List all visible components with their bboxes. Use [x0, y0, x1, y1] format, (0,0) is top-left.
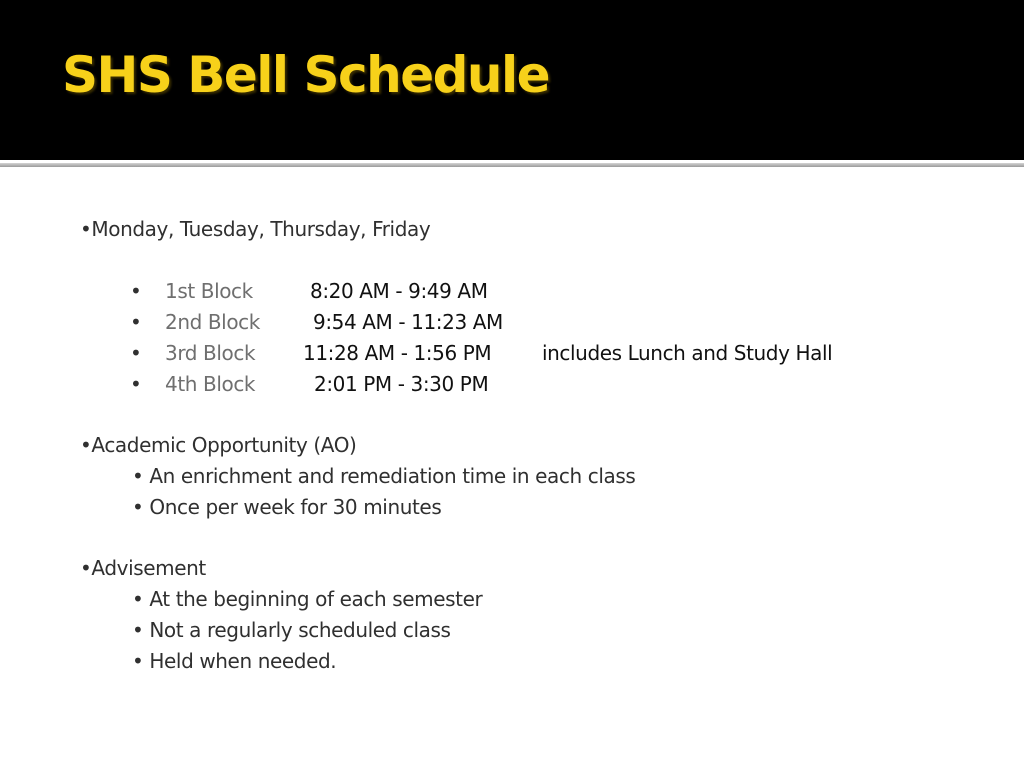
block-2-bullet-icon: •	[130, 310, 142, 334]
block-3-note: includes Lunch and Study Hall	[542, 341, 833, 365]
ao-heading	[80, 433, 356, 457]
bullet-icon: •	[132, 587, 144, 611]
block-1-bullet-icon: •	[130, 279, 142, 303]
bullet-icon: •	[132, 495, 144, 519]
ao-item	[132, 464, 635, 488]
block-2-label: 2nd Block	[165, 310, 260, 334]
block-4-bullet-icon: •	[130, 372, 142, 396]
ao-item-text: An enrichment and remediation time in each class	[149, 464, 636, 488]
bullet-icon: •	[80, 433, 92, 457]
bullet-icon: •	[132, 464, 144, 488]
block-4-label: 4th Block	[165, 372, 256, 396]
block-2-time: 9:54 AM - 11:23 AM	[313, 310, 503, 334]
title-divider	[0, 163, 1024, 167]
days-text: Monday, Tuesday, Thursday, Friday	[91, 217, 431, 241]
ao-item-text: Once per week for 30 minutes	[149, 495, 442, 519]
block-1-time: 8:20 AM - 9:49 AM	[310, 279, 488, 303]
slide-title: SHS Bell Schedule	[62, 46, 550, 104]
bullet-icon: •	[80, 556, 92, 580]
ao-heading-text: Academic Opportunity (AO)	[91, 433, 357, 457]
bullet-icon: •	[80, 217, 92, 241]
block-1-label: 1st Block	[165, 279, 253, 303]
advisement-item	[132, 618, 451, 642]
block-3-time: 11:28 AM - 1:56 PM	[303, 341, 492, 365]
bullet-icon: •	[132, 649, 144, 673]
block-3-bullet-icon: •	[130, 341, 142, 365]
days-item	[80, 217, 430, 241]
advisement-item-text: Held when needed.	[149, 649, 337, 673]
title-bar	[0, 0, 1024, 160]
advisement-heading-text: Advisement	[91, 556, 206, 580]
bullet-icon: •	[132, 618, 144, 642]
advisement-item-text: At the beginning of each semester	[149, 587, 483, 611]
ao-item	[132, 495, 441, 519]
advisement-heading	[80, 556, 206, 580]
block-3-label: 3rd Block	[165, 341, 256, 365]
advisement-item-text: Not a regularly scheduled class	[149, 618, 451, 642]
advisement-item	[132, 587, 482, 611]
advisement-item	[132, 649, 336, 673]
block-4-time: 2:01 PM - 3:30 PM	[314, 372, 489, 396]
